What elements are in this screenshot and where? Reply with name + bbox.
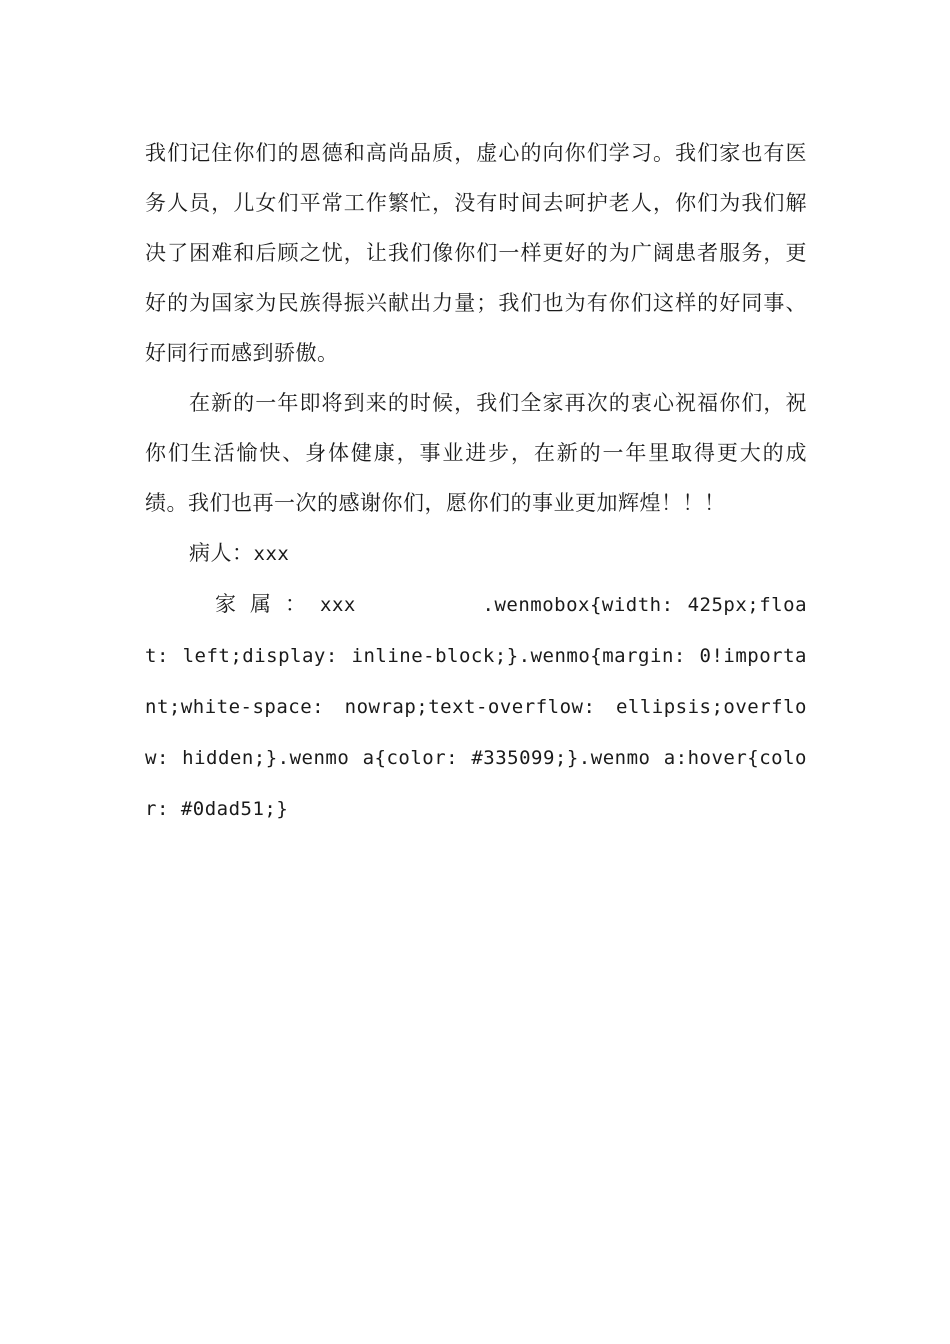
patient-name: xxx (253, 543, 290, 565)
letter-body (145, 128, 807, 834)
paragraph-gratitude: 我们记住你们的恩德和高尚品质，虚心的向你们学习。我们家也有医务人员，儿女们平常工作繁忙，没有时间去呵护老人，你们为我们解决了困难和后顾之忧，让我们像你们一样更好的为广阔患者服务，更好的为国家为民族得振兴献出力量；我们也为有你们这样的好同事、好同行而感到骄傲。 (145, 141, 807, 365)
paragraph-new-year-wishes: 在新的一年即将到来的时候，我们全家再次的衷心祝福你们，祝你们生活愉快、身体健康，事业进步，在新的一年里取得更大的成绩。我们也再一次的感谢你们，愿你们的事业更加辉煌！！！ (145, 391, 807, 515)
family-label: 家属： (215, 592, 320, 616)
family-name: xxx (320, 594, 356, 616)
stray-css-text: .wenmobox{width: 425px;float: left;display: inline-block;}.wenmo{margin: 0!important;white-space: nowrap;text-overflow: ellipsis;overflow: hidden;}.wenmo a{color: #335099;}.wenmo a:hover{color: #0dad51;} (145, 594, 808, 820)
patient-label: 病人： (189, 541, 254, 565)
family-signature (145, 579, 807, 834)
patient-signature (145, 528, 807, 579)
